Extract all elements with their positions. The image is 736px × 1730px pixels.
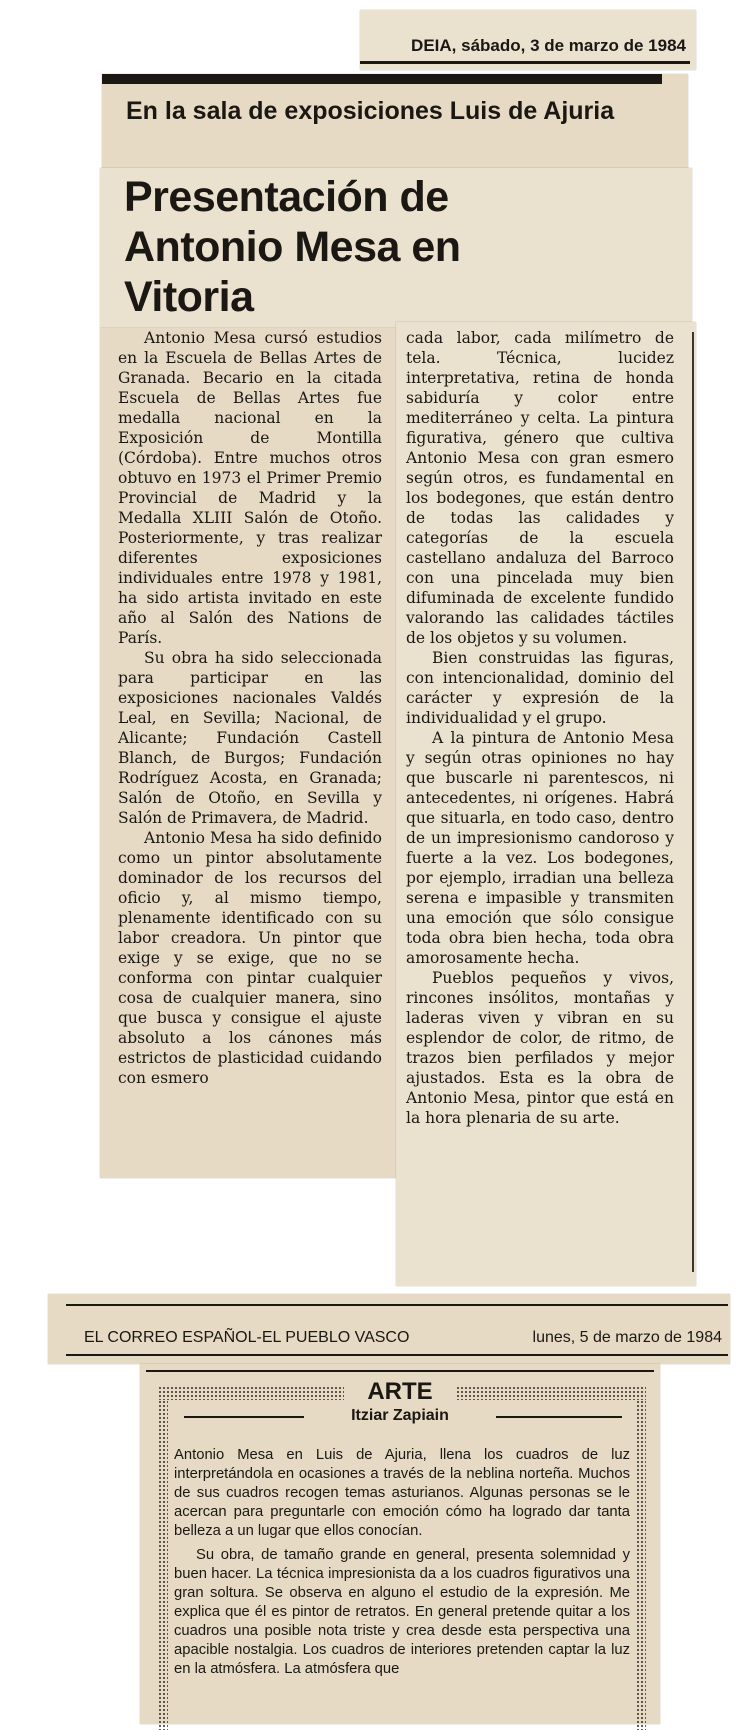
dotted-border-left — [158, 1400, 168, 1730]
correo-banner-clipping — [48, 1294, 730, 1364]
deia-headline-clipping — [100, 168, 692, 328]
correo-byline: Itziar Zapiain — [351, 1407, 449, 1424]
deia-column-2-clipping — [396, 322, 696, 1286]
deia-col2-paragraph: cada labor, cada milímetro de tela. Técnica, lucidez interpretativa, retina de honda sabiduría y color entre mediterráneo y celta. La pintura figurativa, género que cultiva Antonio Mesa con gran esmero según otros, es fundamental en los bodegones, que están dentro de todas las calidades y categorías de la escuela castellano andaluza del Barroco con una pincelada muy bien difuminada de excelente fundido valorando las calidades táctiles de los objetos y su volumen. — [406, 329, 674, 647]
correo-date: lunes, 5 de marzo de 1984 — [532, 1329, 722, 1346]
byline-rule-left — [184, 1416, 304, 1418]
deia-column-1-clipping — [100, 328, 396, 1178]
byline-rule-right — [496, 1416, 622, 1418]
deia-col1-paragraph: Antonio Mesa cursó estudios en la Escuela de Bellas Artes de Granada. Becario en la citada Escuela de Bellas Artes fue medalla nacional en la Exposición de Montilla (Córdoba). Entre muchos otros obtuvo en 1973 el Primer Premio Provincial de Madrid y la Medalla XLIII Salón de Otoño. Posteriormente, y tras realizar diferentes exposiciones individuales entre 1978 y 1981, ha sido artista invitado en este año al Salón des Nations de París. — [118, 329, 382, 647]
correo-paragraph: Su obra, de tamaño grande en general, presenta solemnidad y buen hacer. La técnica impresionista da a los cuadros figurativos una gran soltura. Se observa en alguno el estudio de la expresión. Me explica que él es pintor de retratos. En general pretende quitar a los cuadros una posible nota triste y crea desde esta perspectiva una apacible nostalgia. Los cuadros de interiores pretenden captar la luz en la atmósfera. La atmósfera que — [174, 1547, 630, 1677]
correo-body — [174, 1446, 630, 1684]
deia-col2-paragraph: Pueblos pequeños y vivos, rincones insólitos, montañas y laderas viven y vibran en su esplendor de color, de ritmo, de trazos bien perfilados y mejor ajustados. Esta es la obra de Antonio Mesa, pintor que está en la hora plenaria de su arte. — [406, 969, 674, 1127]
deia-column-1 — [118, 328, 382, 1088]
deia-top-rule — [102, 74, 662, 84]
deia-header-clipping — [102, 74, 688, 170]
correo-section-title: ARTE — [367, 1378, 433, 1405]
correo-article-clipping — [140, 1364, 660, 1724]
deia-kicker: En la sala de exposiciones Luis de Ajuria — [126, 97, 615, 125]
deia-col1-paragraph: Antonio Mesa ha sido definido como un pintor absolutamente dominador de los recursos del oficio y, al mismo tiempo, plenamente identificado con su labor creadora. Un pintor que exige y se exige, que no se conforma con pintar cualquier cosa de cualquier manera, sino que busca y consigue el ajuste absoluto a los cánones más estrictos de plasticidad cuidando con esmero — [118, 829, 382, 1087]
deia-column-2 — [406, 328, 674, 1128]
deia-date-strip — [360, 10, 696, 70]
deia-col1-paragraph: Su obra ha sido seleccionada para participar en las exposiciones nacionales Valdés Leal, en Sevilla; Nacional, de Alicante; Fundación Castell Blanch, de Burgos; Fundación Rodríguez Acosta, en Granada; Salón de Otoño, en Sevilla y Salón de Primavera, de Madrid. — [118, 649, 382, 827]
deia-dateline: DEIA, sábado, 3 de marzo de 1984 — [411, 36, 686, 55]
deia-col2-paragraph: Bien construidas las figuras, con intencionalidad, dominio del carácter y expresión de la individualidad y el grupo. — [406, 649, 674, 727]
dotted-border-top-left — [158, 1386, 344, 1400]
correo-paper-name: EL CORREO ESPAÑOL-EL PUEBLO VASCO — [84, 1329, 410, 1346]
correo-paragraph: Antonio Mesa en Luis de Ajuria, llena los cuadros de luz interpretándola en ocasiones a través de la neblina norteña. Muchos de sus cuadros recogen temas asturianos. Algunas personas se le acercan para preguntarle con emoción cómo ha logrado dar tanta belleza a un lugar que ellos conocían. — [174, 1447, 630, 1539]
deia-col2-paragraph: A la pintura de Antonio Mesa y según otras opiniones no hay que buscarle ni parentescos, ni antecedentes, ni orígenes. Habrá que situarla, en todo caso, dentro de un impresionismo candoroso y fuerte a la vez. Los bodegones, por ejemplo, irradian una belleza serena e impasible y transmiten una emoción que sólo consigue toda obra bien hecha, toda obra amorosamente hecha. — [406, 729, 674, 967]
deia-date-rule — [360, 61, 690, 64]
dotted-border-right — [636, 1400, 646, 1730]
deia-headline: Presentación de Antonio Mesa en Vitoria — [124, 173, 461, 321]
deia-column-edge-rule — [692, 332, 694, 1272]
correo-top-rule — [146, 1370, 654, 1372]
dotted-border-top-right — [456, 1386, 646, 1400]
